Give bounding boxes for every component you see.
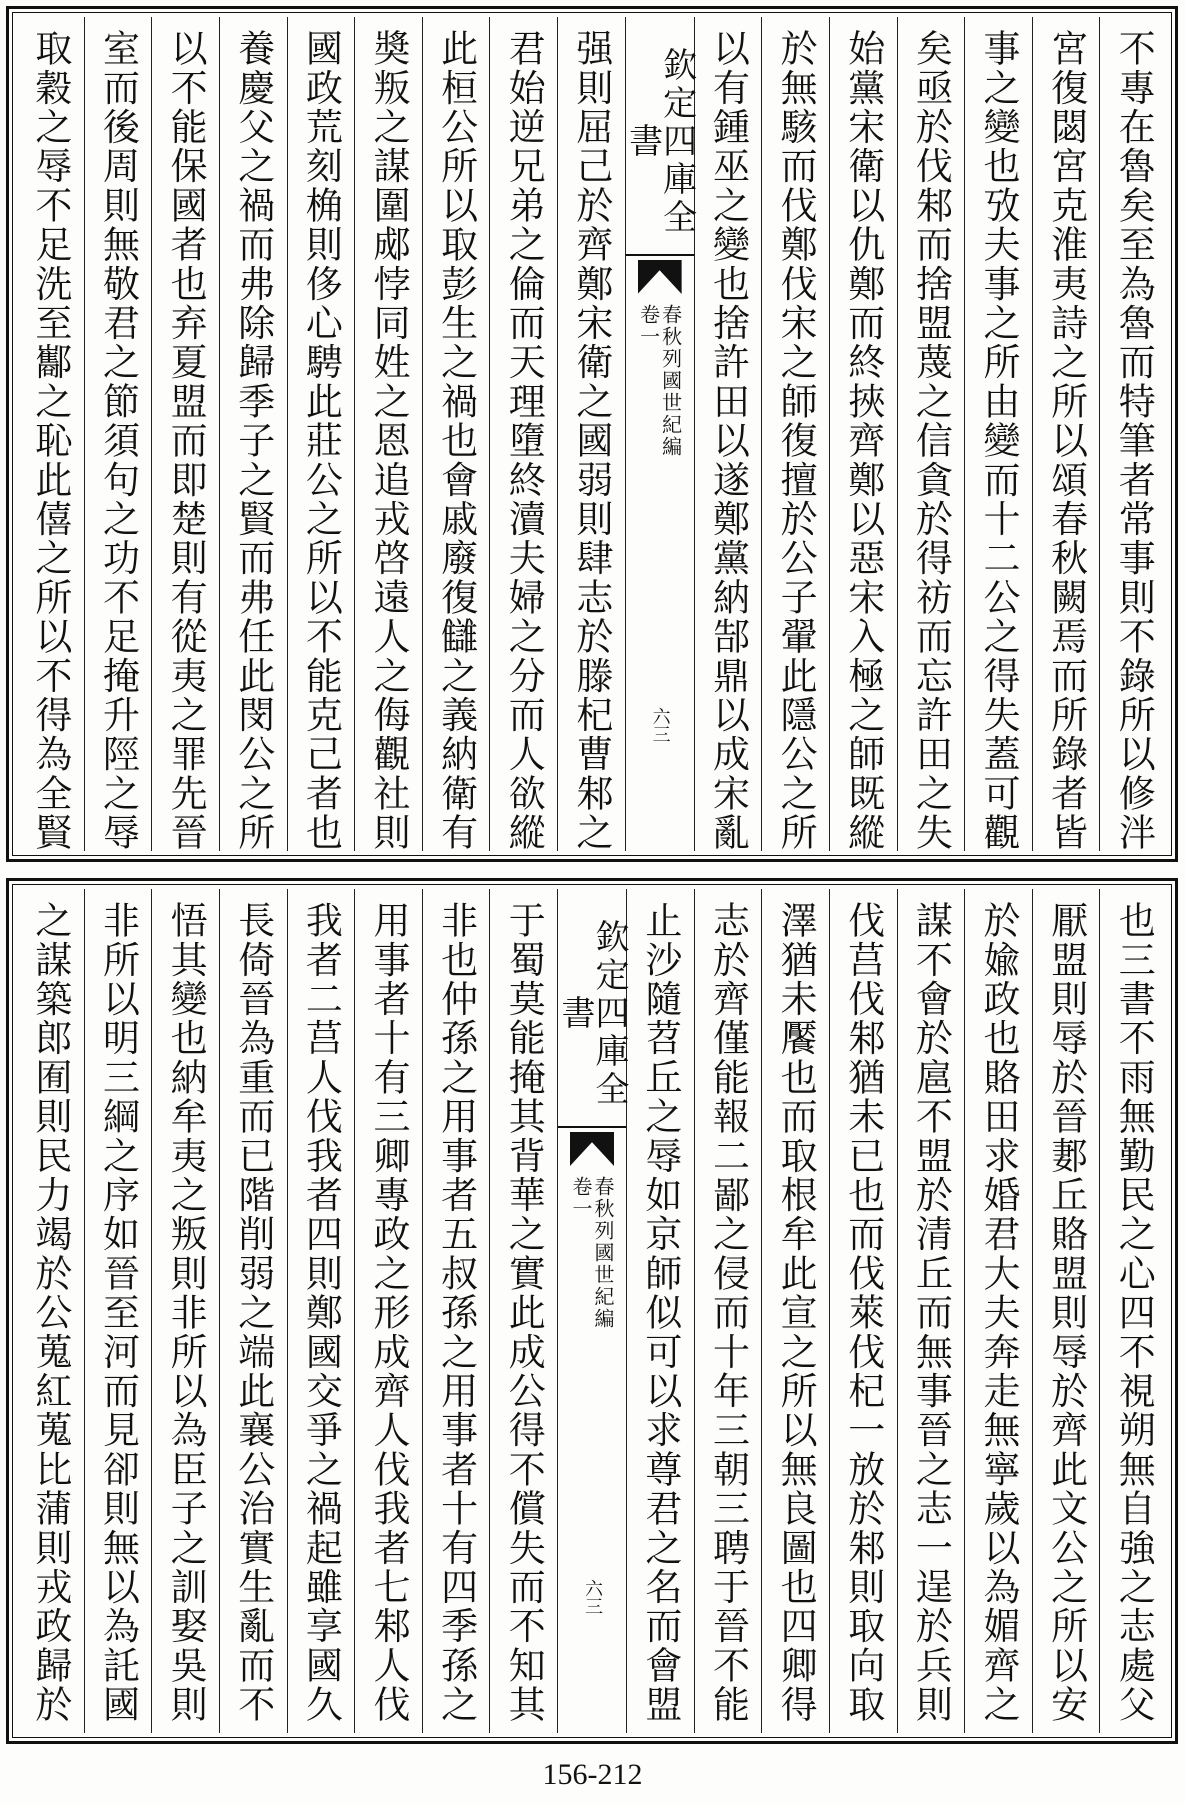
lower-page (6, 878, 1178, 1744)
text-column (965, 889, 1033, 1733)
column-text: 非所以明三綱之序如晉至河而見卻則無以為託國 (96, 901, 140, 1725)
column-text: 始黨宋衛以仇鄭而終挾齊鄭以惡宋入極之師既縱 (841, 29, 885, 853)
text-column (898, 889, 966, 1733)
fold-subtitle (571, 1176, 613, 1330)
text-column (558, 17, 626, 851)
column-text: 於無駭而伐鄭伐宋之師復擅於公子翬此隱公之所 (774, 29, 818, 853)
text-column (288, 889, 356, 1733)
text-column (762, 17, 830, 851)
text-column (830, 889, 898, 1733)
text-column (830, 17, 898, 851)
text-column (490, 889, 558, 1733)
fold-book-title: 春秋列國世紀編 (658, 304, 683, 458)
column-text: 之謀築郎囿則民力竭於公蒐紅蒐比蒲則戎政歸於 (28, 901, 72, 1725)
text-column (423, 889, 491, 1733)
column-text: 强則屈己於齊鄭宋衛之國弱則肆志於滕杞曹邾之 (569, 29, 613, 853)
text-column (288, 17, 356, 851)
column-text: 志於齊僅能報二鄙之侵而十年三朝三聘于晉不能 (706, 901, 750, 1725)
text-column (17, 17, 85, 851)
column-text: 國政荒刻桷則侈心騁此莊公之所以不能克己者也 (299, 29, 343, 853)
column-text: 謀不會於扈不盟於清丘而無事晉之志一逞於兵則 (909, 901, 953, 1725)
upper-page (6, 6, 1178, 862)
column-text: 非也仲孫之用事者五叔孫之用事者十有四季孫之 (434, 901, 478, 1725)
fold-title: 欽定四庫全書 (626, 17, 694, 256)
fold-volume: 卷一 (636, 304, 661, 348)
text-column (220, 17, 288, 851)
text-column (423, 17, 491, 851)
column-text: 以有鍾巫之變也捨許田以遂鄭黨納郜鼎以成宋亂 (706, 29, 750, 853)
fishtail-mark-icon (570, 1132, 614, 1166)
fold-book-title: 春秋列國世紀編 (591, 1176, 615, 1330)
column-text: 也三書不雨無勤民之心四不視朔無自強之志處父 (1112, 901, 1156, 1725)
column-text: 悟其變也納牟夷之叛則非所以為臣子之訓娶吳則 (164, 901, 208, 1725)
text-column (355, 889, 423, 1733)
column-text: 不專在魯矣至為魯而特筆者常事則不錄所以修泮 (1112, 29, 1156, 853)
text-column (898, 17, 966, 851)
text-column (152, 889, 220, 1733)
text-column (1100, 889, 1167, 1733)
text-column (355, 17, 423, 851)
text-column (17, 889, 85, 1733)
text-column (695, 889, 763, 1733)
column-text: 止沙隨苕丘之辱如京師似可以求尊君之名而會盟 (638, 901, 682, 1725)
column-text: 取穀之辱不足洗至酅之恥此僖之所以不得為全賢 (28, 29, 72, 853)
fold-margin (555, 889, 629, 1733)
fold-margin (622, 17, 697, 851)
text-column (85, 17, 153, 851)
column-text: 事之變也攷夫事之所由變而十二公之得失蓋可觀 (976, 29, 1020, 853)
page-number: 156-212 (542, 1758, 643, 1791)
column-text: 於婾政也賂田求婚君大夫奔走無寧歲以為媚齊之 (976, 901, 1020, 1725)
text-column (1100, 17, 1167, 851)
column-text: 用事者十有三卿專政之形成齊人伐我者七邾人伐 (366, 901, 410, 1725)
fold-subtitle (636, 304, 683, 458)
column-text: 君始逆兄弟之倫而天理墮終瀆夫婦之分而人欲縱 (502, 29, 546, 853)
text-column (1033, 17, 1101, 851)
text-column (85, 889, 153, 1733)
fold-title: 欽定四庫全書 (558, 889, 626, 1128)
text-column (762, 889, 830, 1733)
text-column (220, 889, 288, 1733)
column-text: 奬叛之謀圍郕悖同姓之恩追戎啓遠人之侮觀社則 (366, 29, 410, 853)
column-text: 伐莒伐邾猶未已也而伐萊伐杞一放於邾則取向取 (841, 901, 885, 1725)
column-text: 于蜀莫能掩其背華之實此成公得不償失而不知其 (502, 901, 546, 1725)
text-column (152, 17, 220, 851)
column-text: 養慶父之禍而弗除歸季子之賢而弗任此閔公之所 (231, 29, 275, 853)
fold-volume: 卷一 (569, 1176, 593, 1220)
column-text: 我者二莒人伐我者四則鄭國交爭之禍起雖享國久 (299, 901, 343, 1725)
fishtail-mark-icon (638, 260, 682, 294)
column-text: 矣亟於伐邾而捨盟蔑之信貪於得祊而忘許田之失 (909, 29, 953, 853)
column-text: 厭盟則辱於晉郪丘賂盟則辱於齊此文公之所以安 (1044, 901, 1088, 1725)
text-column (1033, 889, 1101, 1733)
column-text: 室而後周則無敬君之節須句之功不足掩升陘之辱 (96, 29, 140, 853)
column-text: 以不能保國者也弃夏盟而即楚則有從夷之罪先晉 (164, 29, 208, 853)
lower-text-columns (17, 889, 1167, 1733)
column-text: 長倚晉為重而已階削弱之端此襄公治實生亂而不 (231, 901, 275, 1725)
text-column (965, 17, 1033, 851)
upper-text-columns (17, 17, 1167, 851)
fold-page-number: 六三 (649, 707, 671, 743)
column-text: 澤猶未饜也而取根牟此宣之所以無良圖也四卿得 (774, 901, 818, 1725)
text-column (695, 17, 763, 851)
column-text: 此桓公所以取彭生之禍也會戚廢復讎之義納衛有 (434, 29, 478, 853)
fold-page-number: 六三 (582, 1579, 603, 1615)
column-text: 宮復閟宮克淮夷詩之所以頌春秋闕焉而所錄者皆 (1044, 29, 1088, 853)
text-column (490, 17, 558, 851)
text-column (627, 889, 695, 1733)
